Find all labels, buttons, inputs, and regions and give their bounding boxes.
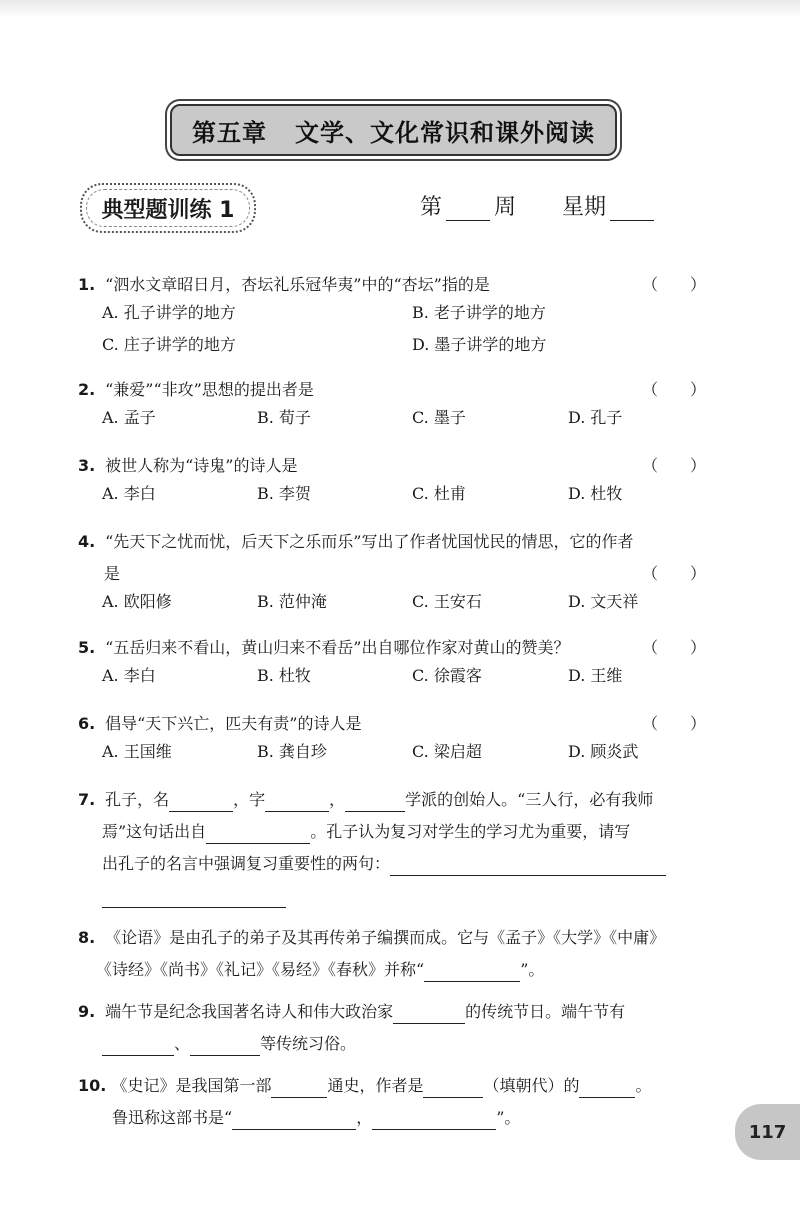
question-4 — [78, 530, 706, 618]
option-b[interactable]: B. 范仲淹 — [257, 592, 327, 611]
blank-quote-cont[interactable] — [102, 887, 286, 908]
question-text: （填朝代）的 — [483, 1076, 580, 1095]
blank-history-type[interactable] — [271, 1077, 327, 1098]
blank-school[interactable] — [345, 791, 405, 812]
question-text: 学派的创始人。“三人行，必有我师 — [405, 790, 654, 809]
question-text: 、 — [174, 1034, 191, 1053]
option-d[interactable]: D. 孔子 — [568, 408, 623, 427]
question-number: 6. — [78, 714, 96, 733]
question-text: “兼爱”“非攻”思想的提出者是 — [105, 380, 314, 399]
question-1 — [78, 273, 706, 361]
question-3 — [78, 454, 706, 510]
chapter-number: 第五章 — [192, 118, 267, 147]
question-text: 被世人称为“诗鬼”的诗人是 — [105, 456, 298, 475]
answer-paren[interactable]: （ ） — [641, 275, 706, 294]
question-text: 《论语》是由孔子的弟子及其再传弟子编撰而成。它与《孟子》《大学》《中庸》 — [105, 928, 666, 947]
question-text: 等传统习俗。 — [260, 1034, 357, 1053]
option-c[interactable]: C. 徐霞客 — [412, 666, 482, 685]
option-a[interactable]: A. 王国维 — [102, 742, 172, 761]
page-number-badge — [735, 1104, 800, 1160]
question-number: 1. — [78, 275, 96, 294]
question-text: 出孔子的名言中强调复习重要性的两句： — [102, 854, 391, 873]
answer-paren[interactable]: （ ） — [641, 714, 706, 733]
question-text: 。孔子认为复习对学生的学习尤为重要，请写 — [310, 822, 631, 841]
blank-praise-1[interactable] — [232, 1109, 356, 1130]
question-text: 端午节是纪念我国著名诗人和伟大政治家 — [105, 1002, 394, 1021]
blank-poet[interactable] — [393, 1003, 465, 1024]
question-number: 3. — [78, 456, 96, 475]
section-tag-label: 典型题训练 1 — [101, 197, 235, 223]
question-6 — [78, 712, 706, 768]
week-label-zhou: 周 — [494, 195, 517, 220]
blank-collective-name[interactable] — [424, 961, 520, 982]
question-text-cont: 是 — [104, 564, 121, 583]
option-d[interactable]: D. 王维 — [568, 666, 623, 685]
question-text: ”。 — [520, 960, 545, 979]
week-day-field — [420, 190, 658, 221]
answer-paren[interactable]: （ ） — [641, 456, 706, 475]
question-number: 10. — [78, 1076, 107, 1095]
option-c[interactable]: C. 庄子讲学的地方 — [102, 335, 236, 354]
blank-source[interactable] — [206, 823, 310, 844]
blank-author[interactable] — [579, 1077, 635, 1098]
question-9 — [78, 1000, 706, 1056]
question-text: ， — [329, 790, 346, 809]
option-d[interactable]: D. 杜牧 — [568, 484, 623, 503]
question-text: 孔子，名 — [105, 790, 170, 809]
question-text: ”。 — [496, 1108, 521, 1127]
question-10 — [78, 1074, 706, 1130]
question-number: 9. — [78, 1002, 96, 1021]
blank-courtesy-name[interactable] — [265, 791, 329, 812]
question-8 — [78, 926, 706, 982]
question-text: 《史记》是我国第一部 — [111, 1076, 272, 1095]
option-b[interactable]: B. 杜牧 — [257, 666, 311, 685]
question-number: 7. — [78, 790, 96, 809]
question-text: 焉”这句话出自 — [102, 822, 207, 841]
week-label-di: 第 — [420, 195, 443, 220]
option-a[interactable]: A. 孔子讲学的地方 — [102, 303, 236, 322]
question-text: 的传统节日。端午节有 — [465, 1002, 626, 1021]
page-number: 117 — [748, 1121, 787, 1143]
option-a[interactable]: A. 孟子 — [102, 408, 156, 427]
option-c[interactable]: C. 梁启超 — [412, 742, 482, 761]
question-text: “泗水文章昭日月，杏坛礼乐冠华夷”中的“杏坛”指的是 — [105, 275, 490, 294]
question-text: 鲁迅称这部书是“ — [112, 1108, 233, 1127]
answer-paren[interactable]: （ ） — [641, 380, 706, 399]
week-number-blank[interactable] — [446, 200, 490, 221]
blank-dynasty[interactable] — [423, 1077, 483, 1098]
question-text: “五岳归来不看山，黄山归来不看岳”出自哪位作家对黄山的赞美？ — [105, 638, 570, 657]
weekday-label: 星期 — [562, 195, 607, 220]
question-text: ，字 — [233, 790, 266, 809]
question-5 — [78, 636, 706, 692]
answer-paren[interactable]: （ ） — [641, 564, 706, 583]
blank-custom-2[interactable] — [190, 1035, 260, 1056]
option-c[interactable]: C. 墨子 — [412, 408, 466, 427]
question-text: 。 — [635, 1076, 652, 1095]
option-d[interactable]: D. 文天祥 — [568, 592, 639, 611]
option-d[interactable]: D. 顾炎武 — [568, 742, 639, 761]
weekday-blank[interactable] — [610, 200, 654, 221]
answer-paren[interactable]: （ ） — [641, 638, 706, 657]
top-edge-shade — [0, 0, 800, 18]
question-number: 2. — [78, 380, 96, 399]
option-b[interactable]: B. 李贺 — [257, 484, 311, 503]
section-tag-border — [86, 189, 250, 227]
option-d[interactable]: D. 墨子讲学的地方 — [412, 335, 547, 354]
chapter-title — [170, 104, 617, 156]
question-2 — [78, 378, 706, 434]
blank-name[interactable] — [169, 791, 233, 812]
option-c[interactable]: C. 王安石 — [412, 592, 482, 611]
question-number: 4. — [78, 532, 96, 551]
option-a[interactable]: A. 李白 — [102, 666, 156, 685]
option-a[interactable]: A. 李白 — [102, 484, 156, 503]
question-7 — [78, 788, 706, 908]
option-b[interactable]: B. 龚自珍 — [257, 742, 327, 761]
option-a[interactable]: A. 欧阳修 — [102, 592, 172, 611]
question-number: 8. — [78, 928, 96, 947]
blank-quote[interactable] — [390, 855, 666, 876]
question-text: 倡导“天下兴亡，匹夫有责”的诗人是 — [105, 714, 362, 733]
blank-praise-2[interactable] — [372, 1109, 496, 1130]
question-text: 通史，作者是 — [327, 1076, 424, 1095]
option-c[interactable]: C. 杜甫 — [412, 484, 466, 503]
question-text: ， — [356, 1108, 373, 1127]
section-tag — [80, 183, 256, 233]
question-number: 5. — [78, 638, 96, 657]
option-b[interactable]: B. 老子讲学的地方 — [412, 303, 546, 322]
question-text: “先天下之忧而忧，后天下之乐而乐”写出了作者忧国忧民的情思，它的作者 — [105, 532, 634, 551]
option-b[interactable]: B. 荀子 — [257, 408, 311, 427]
question-text: 《诗经》《尚书》《礼记》《易经》《春秋》并称“ — [96, 960, 425, 979]
chapter-name: 文学、文化常识和课外阅读 — [295, 118, 595, 147]
blank-custom-1[interactable] — [102, 1035, 174, 1056]
